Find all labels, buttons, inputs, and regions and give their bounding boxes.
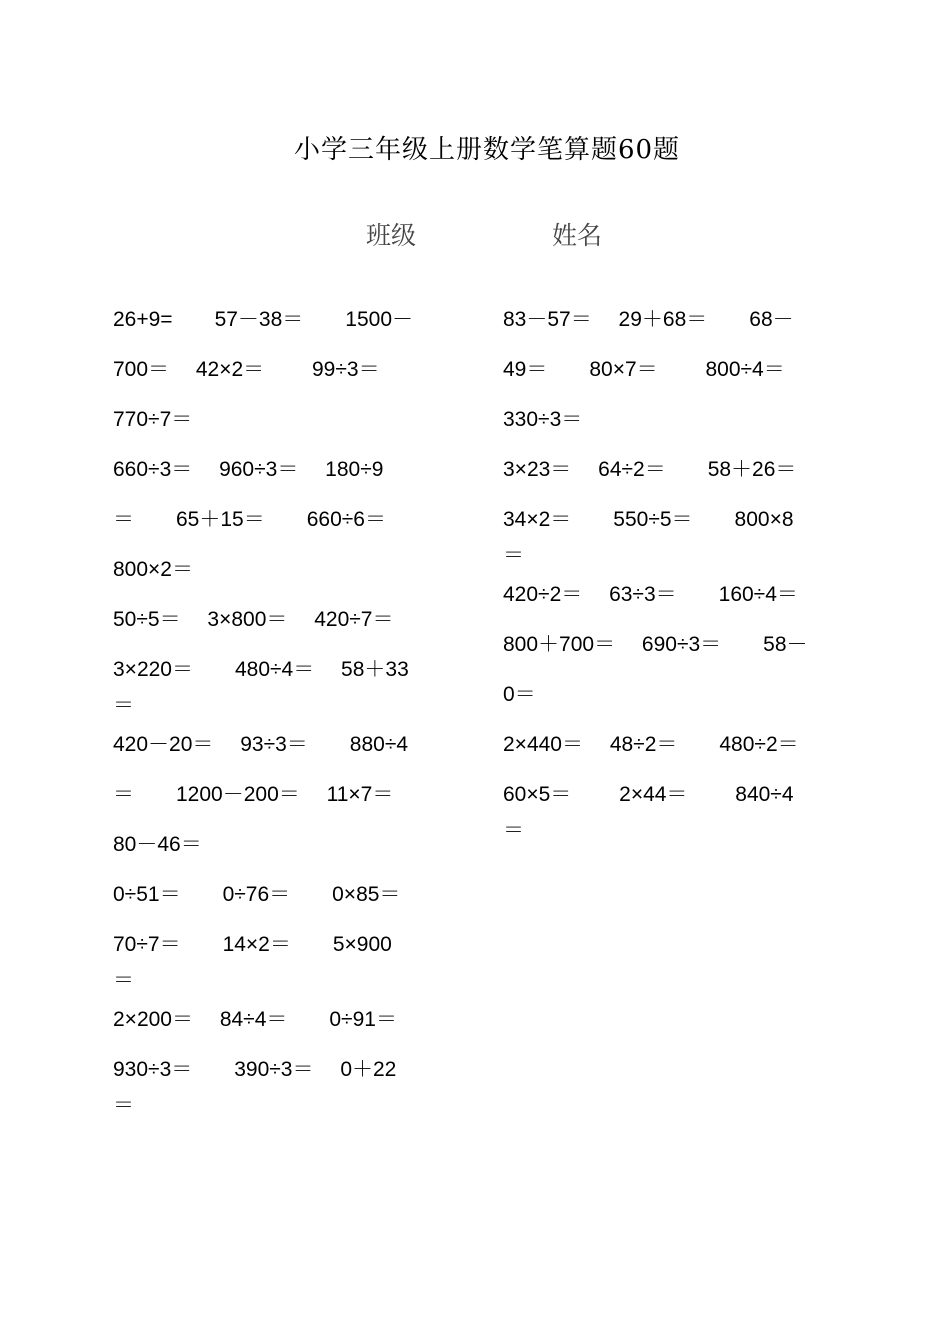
- problem-line: 770÷7＝: [113, 408, 193, 431]
- problem-line: 0＝: [503, 683, 536, 706]
- problem-line: 420÷2＝ 63÷3＝ 160÷4＝: [503, 583, 798, 606]
- problem-line: 3×23＝ 64÷2＝ 58＋26＝: [503, 458, 797, 481]
- problem-line: 800＋700＝ 690÷3＝ 58－: [503, 633, 808, 656]
- problem-line: 3×220＝ 480÷4＝ 58＋33 ＝: [113, 658, 409, 717]
- problem-line: 50÷5＝ 3×800＝ 420÷7＝: [113, 608, 394, 631]
- problem-line: 60×5＝ 2×44＝ 840÷4 ＝: [503, 783, 794, 842]
- problem-line: 2×200＝ 84÷4＝ 0÷91＝: [113, 1008, 397, 1031]
- problem-line: 2×440＝ 48÷2＝ 480÷2＝: [503, 733, 799, 756]
- right-problem-column: [503, 302, 863, 852]
- problem-line: 70÷7＝ 14×2＝ 5×900 ＝: [113, 933, 392, 992]
- problem-line: ＝ 65＋15＝ 660÷6＝: [113, 508, 386, 531]
- problem-line: 930÷3＝ 390÷3＝ 0＋22 ＝: [113, 1058, 397, 1117]
- problem-line: 330÷3＝: [503, 408, 583, 431]
- problem-line: 83－57＝ 29＋68＝ 68－: [503, 308, 794, 331]
- problem-line: 700＝ 42×2＝ 99÷3＝: [113, 358, 380, 381]
- class-label: 班级: [366, 221, 417, 250]
- problem-line: 420－20＝ 93÷3＝ 880÷4: [113, 733, 409, 756]
- problem-line: 80－46＝: [113, 833, 202, 856]
- problem-line: ＝ 1200－200＝ 11×7＝: [113, 783, 394, 806]
- problem-line: 49＝ 80×7＝ 800÷4＝: [503, 358, 785, 381]
- name-label: 姓名: [552, 221, 603, 250]
- left-problem-column: [113, 302, 473, 1127]
- problem-line: 0÷51＝ 0÷76＝ 0×85＝: [113, 883, 401, 906]
- problem-line: 26+9= 57－38＝ 1500－: [113, 308, 413, 331]
- problem-line: 800×2＝: [113, 558, 193, 581]
- page-title: 小学三年级上册数学笔算题60题: [293, 135, 681, 165]
- problem-line: 34×2＝ 550÷5＝ 800×8 ＝: [503, 508, 794, 567]
- problem-line: 660÷3＝ 960÷3＝ 180÷9: [113, 458, 384, 481]
